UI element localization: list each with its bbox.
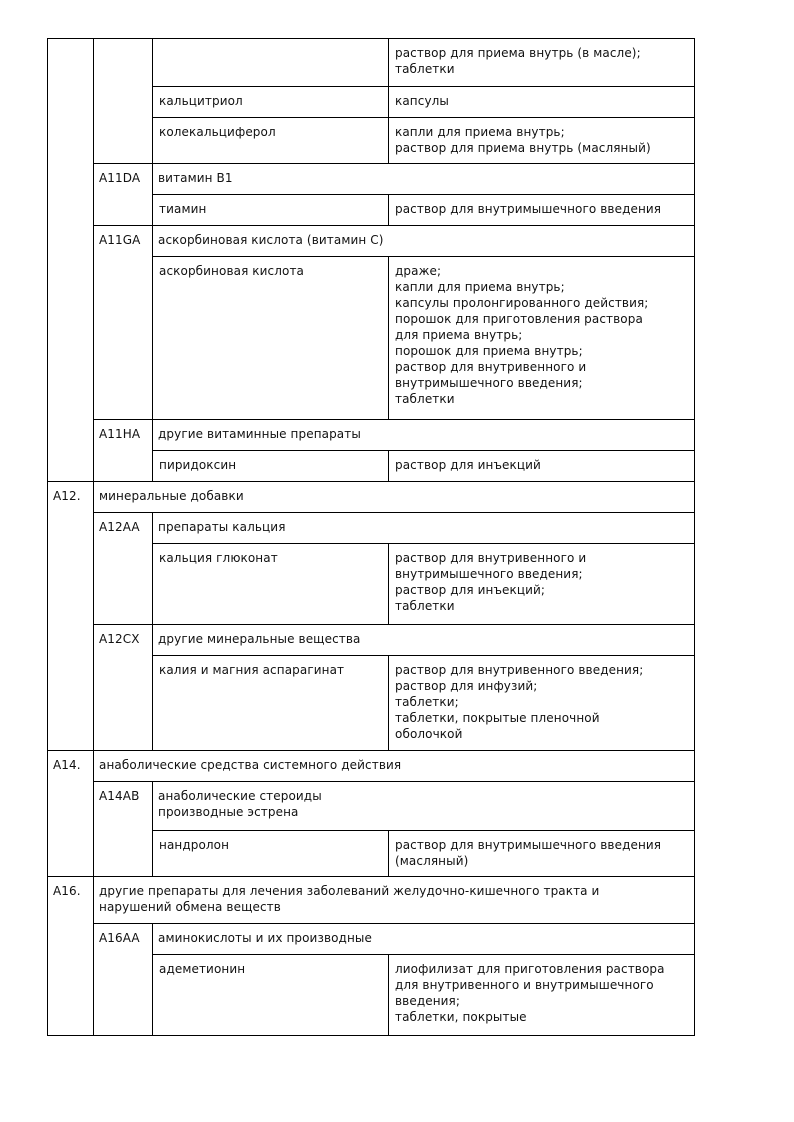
group-code: A12. <box>53 489 81 503</box>
column-divider <box>152 419 153 450</box>
column-divider <box>388 450 389 481</box>
dosage-form: раствор для внутривенного и внутримышечного введения; раствор для инъекций; таблетки <box>395 551 587 613</box>
group-title: другие препараты для лечения заболеваний желудочно-кишечного тракта и нарушений обмена веществ <box>99 884 600 914</box>
dosage-form: раствор для внутривенного введения; раствор для инфузий; таблетки; таблетки, покрытые пленочной оболочкой <box>395 663 644 741</box>
column-divider <box>93 450 94 481</box>
subgroup-code: A11GA <box>99 233 141 247</box>
row-separator <box>47 750 695 751</box>
row-separator <box>152 830 695 831</box>
column-divider <box>93 419 94 450</box>
column-divider <box>152 624 153 655</box>
subgroup-title: аскорбиновая кислота (витамин С) <box>158 233 384 247</box>
column-divider <box>152 225 153 256</box>
column-divider <box>152 117 153 163</box>
subgroup-code: A11HA <box>99 427 141 441</box>
column-divider <box>388 655 389 750</box>
column-divider <box>93 923 94 954</box>
column-divider <box>93 194 94 225</box>
column-divider <box>93 624 94 655</box>
row-separator <box>93 923 695 924</box>
row-separator <box>152 543 695 544</box>
drug-name: кальцитриол <box>159 94 243 108</box>
row-separator <box>152 86 695 87</box>
column-divider <box>152 256 153 419</box>
drug-name: пиридоксин <box>159 458 237 472</box>
row-separator <box>93 781 695 782</box>
row-separator <box>152 194 695 195</box>
column-divider <box>152 163 153 194</box>
column-divider <box>388 543 389 624</box>
subgroup-title: другие витаминные препараты <box>158 427 361 441</box>
column-divider <box>152 86 153 117</box>
row-separator <box>152 954 695 955</box>
column-divider <box>93 163 94 194</box>
column-divider <box>93 117 94 163</box>
row-separator <box>93 163 695 164</box>
row-separator <box>152 655 695 656</box>
row-separator <box>93 512 695 513</box>
column-divider <box>152 512 153 543</box>
column-divider <box>93 750 94 781</box>
column-divider <box>93 830 94 876</box>
drug-name: адеметионин <box>159 962 246 976</box>
table-border-bottom <box>47 1035 695 1036</box>
subgroup-code: A11DA <box>99 171 141 185</box>
group-code: A16. <box>53 884 81 898</box>
row-separator <box>47 876 695 877</box>
subgroup-code: A16AA <box>99 931 140 945</box>
dosage-form: раствор для внутримышечного введения (масляный) <box>395 838 662 868</box>
row-separator <box>152 256 695 257</box>
column-divider <box>388 117 389 163</box>
drug-name: колекальциферол <box>159 125 276 139</box>
column-divider <box>388 38 389 86</box>
subgroup-title: аминокислоты и их производные <box>158 931 372 945</box>
row-separator <box>152 117 695 118</box>
column-divider <box>388 954 389 1035</box>
column-divider <box>152 954 153 1035</box>
drug-name: калия и магния аспарагинат <box>159 663 345 677</box>
column-divider <box>93 781 94 830</box>
column-divider <box>388 256 389 419</box>
row-separator <box>93 419 695 420</box>
subgroup-code: A12CX <box>99 632 140 646</box>
table-border-left <box>47 38 48 1036</box>
group-code: A14. <box>53 758 81 772</box>
column-divider <box>93 543 94 624</box>
table-border-right <box>694 38 695 1036</box>
column-divider <box>152 655 153 750</box>
column-divider <box>93 86 94 117</box>
dosage-form: лиофилизат для приготовления раствора для внутривенного и внутримышечного введения; таблетки, покрытые <box>395 962 665 1024</box>
dosage-form: раствор для приема внутрь (в масле); таблетки <box>395 46 641 76</box>
drug-name: кальция глюконат <box>159 551 278 565</box>
dosage-form: раствор для внутримышечного введения <box>395 202 662 216</box>
column-divider <box>93 38 94 86</box>
subgroup-title: препараты кальция <box>158 520 286 534</box>
drug-name: нандролон <box>159 838 230 852</box>
drug-name: тиамин <box>159 202 207 216</box>
column-divider <box>152 450 153 481</box>
subgroup-code: A14AB <box>99 789 140 803</box>
group-title: минеральные добавки <box>99 489 244 503</box>
column-divider <box>93 481 94 512</box>
row-separator <box>152 450 695 451</box>
subgroup-title: витамин B1 <box>158 171 233 185</box>
column-divider <box>388 86 389 117</box>
column-divider <box>93 954 94 1035</box>
column-divider <box>93 876 94 923</box>
table-border-top <box>47 38 695 39</box>
column-divider <box>152 543 153 624</box>
dosage-form: капли для приема внутрь; раствор для приема внутрь (масляный) <box>395 125 651 155</box>
column-divider <box>93 512 94 543</box>
dosage-form: раствор для инъекций <box>395 458 541 472</box>
row-separator <box>93 225 695 226</box>
column-divider <box>388 830 389 876</box>
column-divider <box>152 194 153 225</box>
column-divider <box>152 38 153 86</box>
column-divider <box>388 194 389 225</box>
column-divider <box>152 781 153 830</box>
dosage-form: капсулы <box>395 94 449 108</box>
row-separator <box>93 624 695 625</box>
row-separator <box>47 481 695 482</box>
column-divider <box>152 923 153 954</box>
subgroup-title: анаболические стероиды производные эстрена <box>158 789 322 819</box>
subgroup-code: A12AA <box>99 520 140 534</box>
column-divider <box>93 256 94 419</box>
drug-name: аскорбиновая кислота <box>159 264 305 278</box>
group-title: анаболические средства системного действия <box>99 758 402 772</box>
subgroup-title: другие минеральные вещества <box>158 632 361 646</box>
column-divider <box>93 655 94 750</box>
dosage-form: драже; капли для приема внутрь; капсулы пролонгированного действия; порошок для приготовления раствора для приема внутрь; порошок для приема внутрь; раствор для внутривенного и внутримышечного введения; таблетки <box>395 264 649 406</box>
column-divider <box>152 830 153 876</box>
column-divider <box>93 225 94 256</box>
